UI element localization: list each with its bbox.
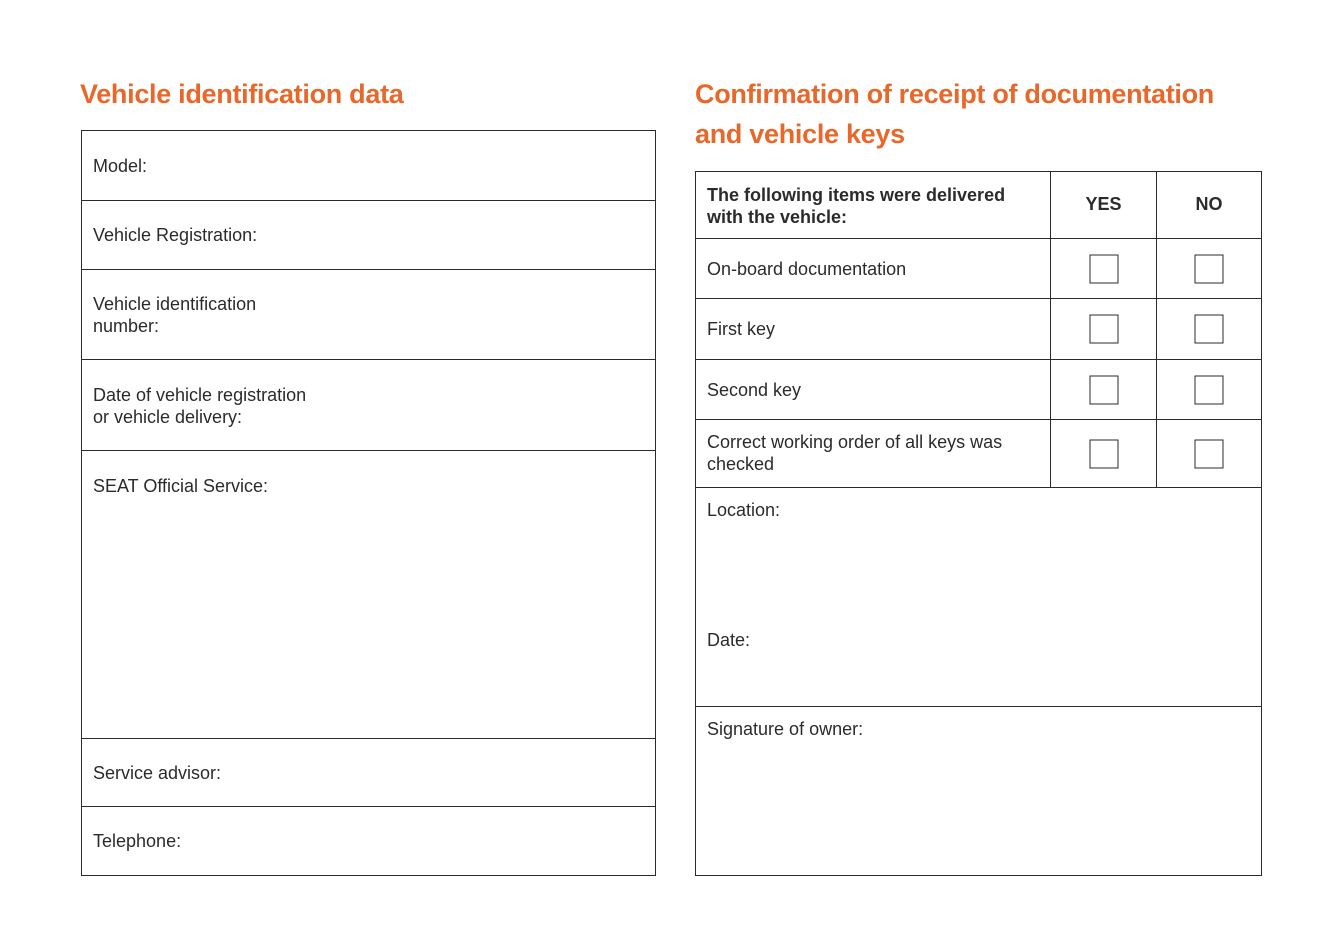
registration-date-label: Date of vehicle registration or vehicle delivery:	[93, 385, 307, 427]
items-header: The following items were delivered with the vehicle:	[707, 185, 1006, 227]
vehicle-identification-heading: Vehicle identification data	[80, 79, 404, 109]
item-label-cell	[696, 420, 1051, 487]
signature-section[interactable]	[696, 707, 1261, 875]
table-row	[696, 299, 1261, 360]
yes-header-cell	[1051, 172, 1157, 238]
second-key-label: Second key	[707, 380, 802, 400]
item-label-cell	[696, 360, 1051, 419]
registration-date-row[interactable]	[82, 360, 655, 451]
yes-cell	[1051, 299, 1157, 359]
onboard-documentation-label: On-board documentation	[707, 259, 907, 279]
keys-checked-no-checkbox[interactable]	[1195, 439, 1224, 468]
no-cell	[1157, 420, 1261, 487]
no-cell	[1157, 299, 1261, 359]
no-header-cell	[1157, 172, 1261, 238]
model-row[interactable]	[82, 131, 655, 201]
onboard-documentation-yes-checkbox[interactable]	[1089, 254, 1118, 283]
vehicle-identification-form	[81, 130, 656, 876]
first-key-no-checkbox[interactable]	[1195, 315, 1224, 344]
yes-cell	[1051, 420, 1157, 487]
no-cell	[1157, 360, 1261, 419]
table-row	[696, 239, 1261, 299]
telephone-label: Telephone:	[93, 831, 182, 851]
service-advisor-row[interactable]	[82, 739, 655, 807]
second-key-yes-checkbox[interactable]	[1089, 375, 1118, 404]
yes-header: YES	[1085, 194, 1122, 214]
items-header-cell	[696, 172, 1051, 238]
vehicle-registration-row[interactable]	[82, 201, 655, 270]
official-service-label: SEAT Official Service:	[93, 476, 269, 496]
no-header: NO	[1195, 194, 1223, 214]
model-label: Model:	[93, 156, 148, 176]
item-label-cell	[696, 299, 1051, 359]
location-date-section[interactable]	[696, 488, 1261, 707]
first-key-label: First key	[707, 319, 776, 339]
receipt-confirmation-heading: Confirmation of receipt of documentation and vehicle keys	[695, 79, 1214, 149]
item-label-cell	[696, 239, 1051, 298]
vehicle-registration-label: Vehicle Registration:	[93, 225, 258, 245]
service-advisor-label: Service advisor:	[93, 763, 222, 783]
receipt-confirmation-form	[695, 171, 1262, 876]
second-key-no-checkbox[interactable]	[1195, 375, 1224, 404]
location-label: Location:	[707, 500, 781, 520]
official-service-row[interactable]	[82, 451, 655, 739]
keys-checked-label: Correct working order of all keys was checked	[707, 432, 1003, 474]
first-key-yes-checkbox[interactable]	[1089, 315, 1118, 344]
no-cell	[1157, 239, 1261, 298]
telephone-row[interactable]	[82, 807, 655, 875]
table-row	[696, 420, 1261, 488]
keys-checked-yes-checkbox[interactable]	[1089, 439, 1118, 468]
table-row	[696, 360, 1261, 420]
vin-label: Vehicle identification number:	[93, 294, 257, 336]
yes-cell	[1051, 360, 1157, 419]
yes-cell	[1051, 239, 1157, 298]
vin-row[interactable]	[82, 270, 655, 360]
table-header-row	[696, 172, 1261, 239]
signature-label: Signature of owner:	[707, 719, 864, 739]
date-label: Date:	[707, 630, 751, 650]
onboard-documentation-no-checkbox[interactable]	[1195, 254, 1224, 283]
